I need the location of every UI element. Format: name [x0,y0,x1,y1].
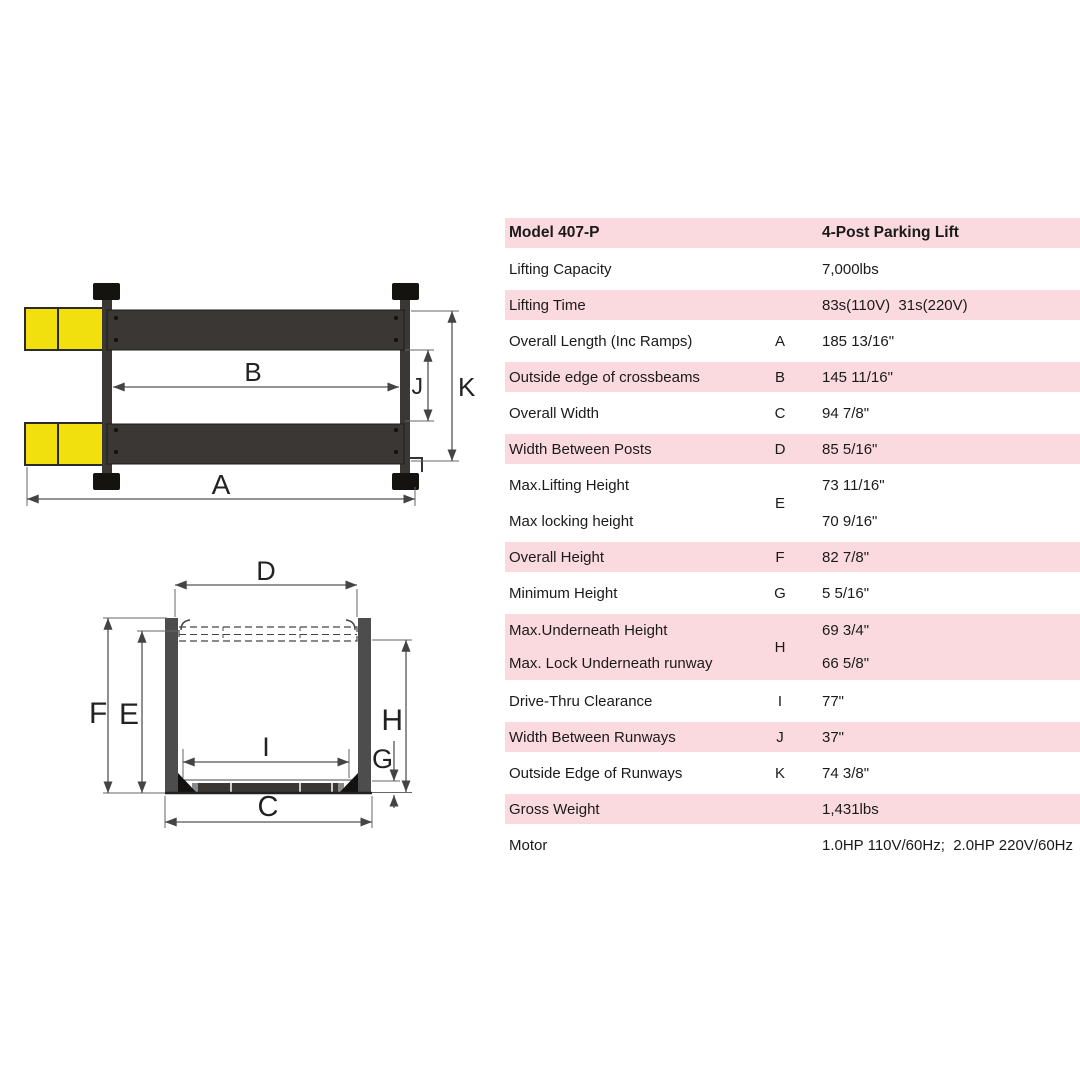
post-bottom-left [93,473,120,490]
post-top-right [392,283,419,300]
row-label: Overall Length (Inc Ramps) [509,332,693,350]
row-values [810,614,1080,680]
table-row [505,323,1080,359]
dim-label-a: A [211,469,231,500]
row-values [810,467,1080,539]
dim-label-e: E [119,698,140,731]
dim-label-h: H [381,704,403,737]
row-label: Width Between Posts [509,440,652,458]
table-row [505,251,1080,287]
table-row [505,827,1080,863]
row-letter: I [777,692,783,710]
top-view-diagram [0,270,480,515]
table-row [505,467,1080,539]
dim-label-d: D [256,560,276,586]
row-value: 145 11/16" [822,368,893,386]
spec-table-rows [505,251,1080,863]
table-row [505,611,1080,683]
table-header-model: Model 407-P [509,224,600,241]
row-value: 77" [822,692,845,710]
runway-bottom [107,424,404,464]
spec-table [505,215,1080,863]
row-value: 73 11/16" [822,476,885,494]
row-letter: B [774,368,785,386]
row-letter: J [776,728,784,746]
row-label: Outside Edge of Runways [509,764,683,782]
row-label: Minimum Height [509,584,618,602]
dim-label-b: B [244,357,262,387]
row-value: 185 13/16" [822,332,895,350]
row-letter: E [774,494,785,512]
table-row [505,287,1080,323]
row-letter: G [774,584,786,602]
row-value: 5 5/16" [822,584,870,602]
row-label: Max. Lock Underneath runway [509,655,713,672]
table-row [505,431,1080,467]
table-row [505,359,1080,395]
row-value: 66 5/8" [822,655,870,672]
row-value: 85 5/16" [822,440,878,458]
table-row [505,755,1080,791]
row-letter: A [774,332,785,350]
ramp-bottom [25,423,103,465]
dim-label-i: I [262,732,270,762]
row-value: 1,431lbs [822,800,879,818]
row-label: Max.Underneath Height [509,622,668,639]
row-label: Overall Width [509,404,600,422]
front-view-diagram [80,560,480,840]
row-value: 74 3/8" [822,764,870,782]
dim-label-c: C [257,791,279,823]
table-row [505,575,1080,611]
dim-label-g: G [372,744,394,774]
runway-top [107,310,404,350]
row-value: 83s(110V) 31s(220V) [822,296,968,314]
row-value: 82 7/8" [822,548,870,566]
table-header-product: 4-Post Parking Lift [822,224,959,241]
row-label: Motor [509,836,548,854]
runway-lowered [178,773,358,793]
row-label: Max.Lifting Height [509,476,630,494]
row-letter: K [774,764,785,782]
ramp-top [25,308,103,350]
runway-raised-dashed [179,620,357,641]
post-left [165,618,178,793]
dim-label-f: F [89,697,108,730]
row-letter: D [774,440,786,458]
row-label: Width Between Runways [509,728,676,746]
table-row [505,683,1080,719]
row-label: Lifting Capacity [509,260,612,278]
row-letter: H [774,638,786,656]
row-value: 37" [822,728,845,746]
post-right [358,618,371,793]
row-value: 1.0HP 110V/60Hz; 2.0HP 220V/60Hz [822,836,1073,854]
row-label: Drive-Thru Clearance [509,692,653,710]
dim-label-j: J [411,373,423,399]
row-letter: C [774,404,786,422]
row-value: 7,000lbs [822,260,879,278]
table-row [505,395,1080,431]
row-label: Max locking height [509,512,634,530]
row-letter-wrap [750,614,810,680]
dim-label-k: K [458,372,476,402]
table-row [505,791,1080,827]
row-labels [505,467,750,539]
row-letter: F [775,548,785,566]
row-value: 69 3/4" [822,622,870,639]
table-row [505,539,1080,575]
power-unit-bracket [410,458,422,472]
post-top-left [93,283,120,300]
row-label: Overall Height [509,548,605,566]
row-letter-wrap [750,467,810,539]
row-label: Outside edge of crossbeams [509,368,700,386]
row-label: Gross Weight [509,800,600,818]
row-value: 70 9/16" [822,512,878,530]
table-row [505,719,1080,755]
row-labels [505,614,750,680]
row-label: Lifting Time [509,296,586,314]
table-header-row [505,215,1080,251]
row-value: 94 7/8" [822,404,870,422]
